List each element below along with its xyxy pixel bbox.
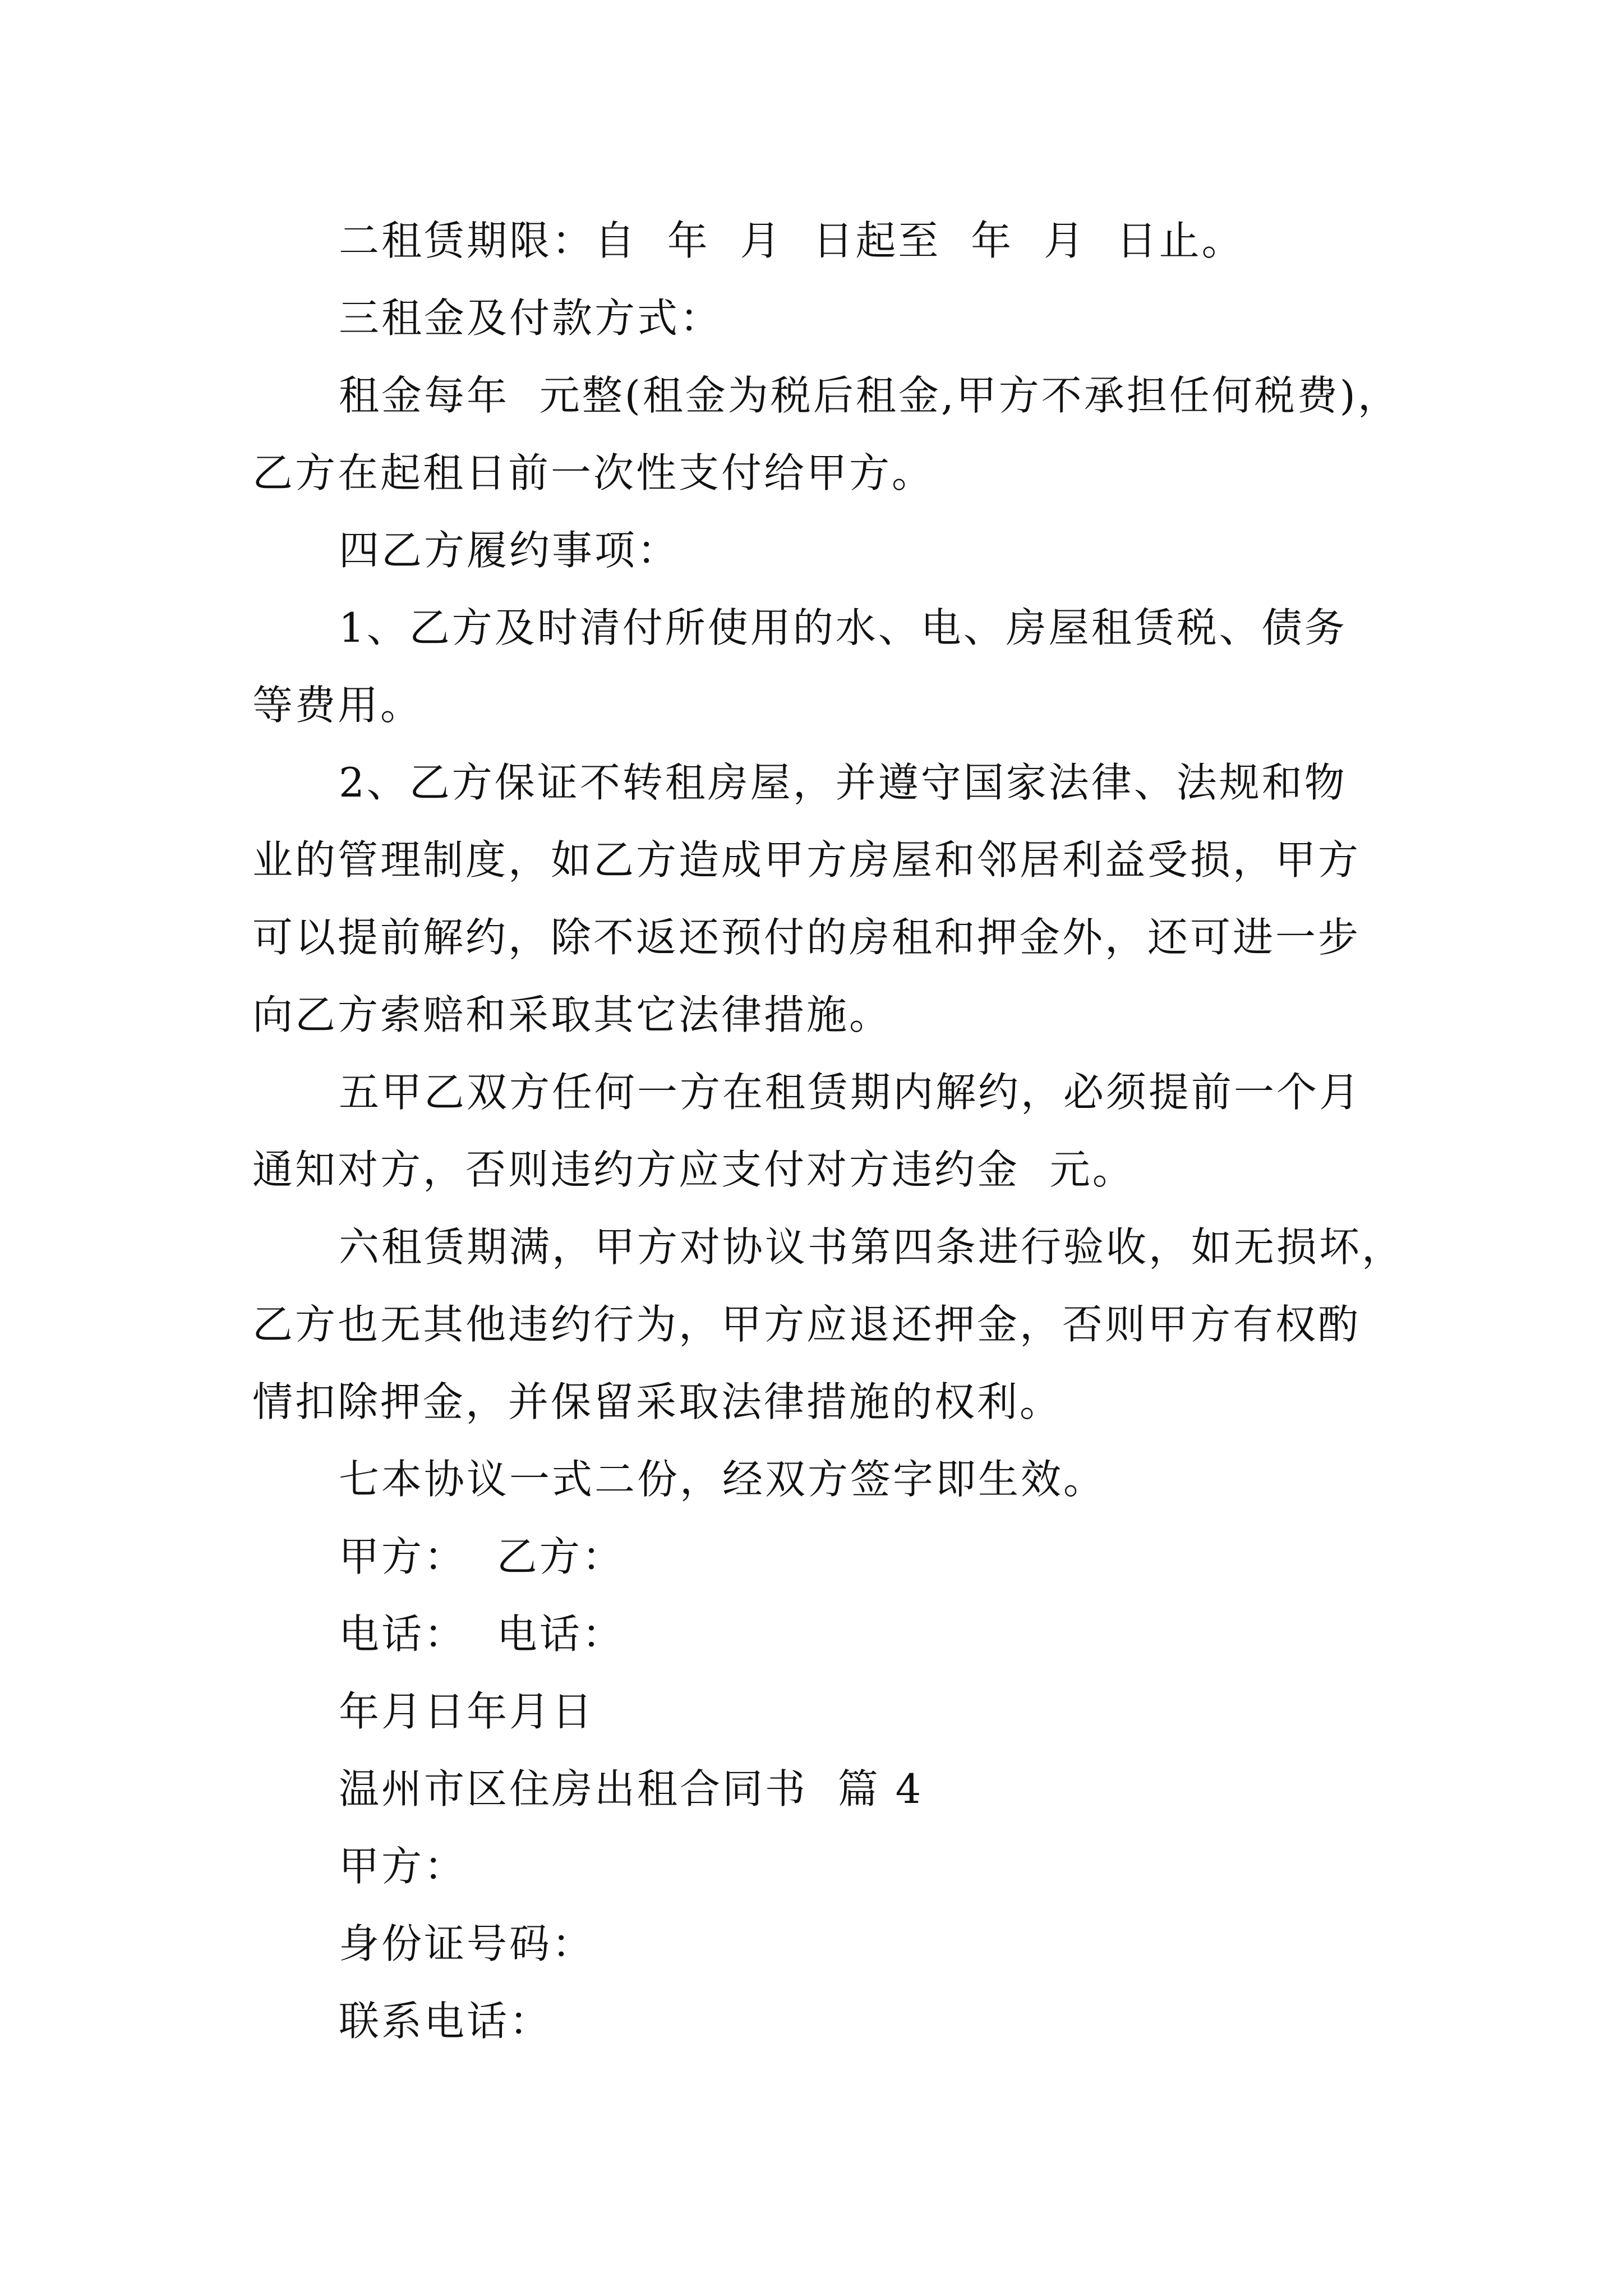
- clause-2: 2、乙方保证不转租房屋，并遵守国家法律、法规和物: [339, 759, 1347, 806]
- paragraph-termination-cont: 通知对方，否则违约方应支付对方违约金 元。: [252, 1146, 1135, 1193]
- paragraph-copies: 七本协议一式二份，经双方签字即生效。: [339, 1456, 1106, 1503]
- heading-rent-payment: 三租金及付款方式：: [339, 295, 723, 342]
- paragraph-expiry: 六租赁期满，甲方对协议书第四条进行验收，如无损坏，: [339, 1223, 1405, 1271]
- paragraph-rent-amount-cont: 乙方在起租日前一次性支付给甲方。: [252, 449, 935, 496]
- clause-1-cont: 等费用。: [252, 682, 423, 729]
- paragraph-expiry-cont-2: 情扣除押金，并保留采取法律措施的权利。: [252, 1378, 1063, 1425]
- field-contact-phone: 联系电话：: [339, 1998, 552, 2045]
- field-party-a: 甲方：: [339, 1843, 467, 1890]
- paragraph-lease-term: 二租赁期限：自 年 月 日起至 年 月 日止。: [339, 217, 1244, 264]
- section-title: 温州市区住房出租合同书 篇 4: [339, 1765, 924, 1812]
- field-id-number: 身份证号码：: [339, 1920, 595, 1967]
- paragraph-termination: 五甲乙双方任何一方在租赁期内解约，必须提前一个月: [339, 1069, 1362, 1116]
- paragraph-expiry-cont-1: 乙方也无其他违约行为，甲方应退还押金，否则甲方有权酌: [252, 1301, 1361, 1348]
- document-body: [252, 202, 1405, 2060]
- paragraph-rent-amount: 租金每年 元整(租金为税后租金,甲方不承担任何税费)，: [339, 372, 1400, 419]
- clause-2-cont-2: 可以提前解约，除不返还预付的房租和押金外，还可进一步: [252, 914, 1361, 961]
- signature-parties: 甲方： 乙方：: [339, 1533, 625, 1580]
- signature-phones: 电话： 电话：: [339, 1611, 625, 1658]
- heading-tenant-obligations: 四乙方履约事项：: [339, 527, 680, 574]
- clause-1: 1、乙方及时清付所使用的水、电、房屋租赁税、债务: [339, 604, 1347, 651]
- signature-dates: 年月日年月日: [339, 1688, 595, 1735]
- clause-2-cont-3: 向乙方索赔和采取其它法律措施。: [252, 991, 892, 1038]
- clause-2-cont-1: 业的管理制度，如乙方造成甲方房屋和邻居利益受损，甲方: [252, 836, 1361, 884]
